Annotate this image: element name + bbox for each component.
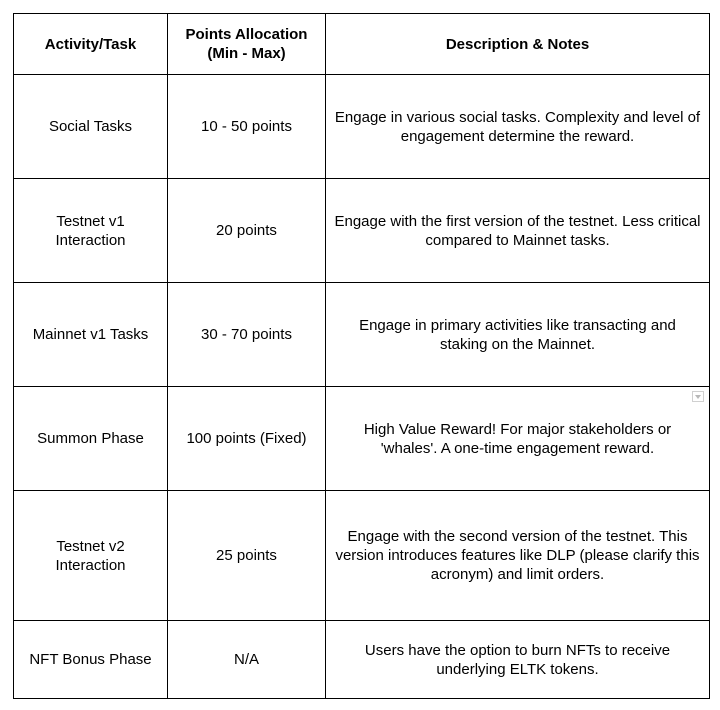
cell-activity: Mainnet v1 Tasks [14,283,168,387]
cell-points: 25 points [168,491,326,621]
header-row [14,14,710,75]
header-activity: Activity/Task [14,14,168,75]
cell-description: Engage with the second version of the testnet. This version introduces features like DLP (please clarify this acronym) and limit orders. [326,491,710,621]
cell-activity: Summon Phase [14,387,168,491]
cell-activity: NFT Bonus Phase [14,621,168,699]
cell-description: Engage in various social tasks. Complexity and level of engagement determine the reward. [326,75,710,179]
header-description: Description & Notes [326,14,710,75]
cell-description: Users have the option to burn NFTs to receive underlying ELTK tokens. [326,621,710,699]
points-allocation-table [13,13,710,699]
cell-points: N/A [168,621,326,699]
cell-points: 30 - 70 points [168,283,326,387]
cell-points: 100 points (Fixed) [168,387,326,491]
table-row [14,75,710,179]
table-row [14,621,710,699]
table-row [14,491,710,621]
cell-activity: Testnet v1 Interaction [14,179,168,283]
cell-description: High Value Reward! For major stakeholders or 'whales'. A one-time engagement reward. [326,387,710,491]
cell-activity: Social Tasks [14,75,168,179]
cell-description: Engage with the first version of the testnet. Less critical compared to Mainnet tasks. [326,179,710,283]
header-points: Points Allocation (Min - Max) [168,14,326,75]
table-row [14,283,710,387]
table-row [14,179,710,283]
cell-description: Engage in primary activities like transacting and staking on the Mainnet. [326,283,710,387]
cell-points: 10 - 50 points [168,75,326,179]
chevron-down-icon[interactable] [692,391,704,402]
cell-points: 20 points [168,179,326,283]
cell-activity: Testnet v2 Interaction [14,491,168,621]
table-row [14,387,710,491]
